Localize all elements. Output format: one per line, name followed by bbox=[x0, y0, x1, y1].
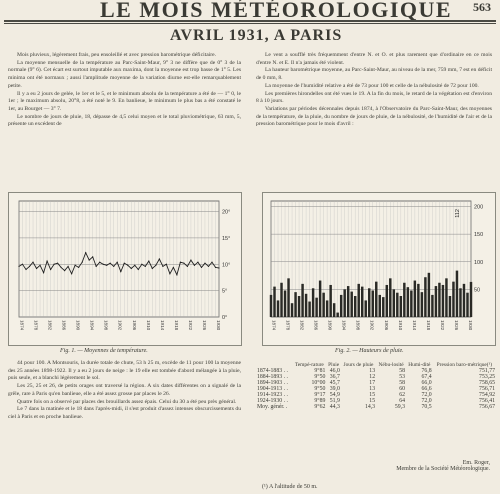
rain-bar bbox=[463, 284, 465, 317]
paragraph: Le vent a soufflé très fréquemment d'entre N. et O. et plus rarement que d'ordinaire en ce mois d'entre N. et E. Il n'a jamais été violent. bbox=[256, 52, 492, 66]
table-cell: 9°89 bbox=[314, 398, 326, 404]
table-cell: 58 bbox=[399, 368, 406, 374]
x-tick-label: 1878 bbox=[33, 320, 39, 331]
x-tick-label: 1918 bbox=[425, 320, 431, 331]
rain-bar bbox=[393, 289, 395, 317]
data-point bbox=[18, 266, 19, 267]
page-number: 563 bbox=[473, 0, 491, 14]
data-point bbox=[61, 267, 62, 268]
x-tick-label: 1914 bbox=[411, 320, 417, 331]
table-cell: 51,9 bbox=[329, 398, 340, 404]
table-cell: 9°81 bbox=[314, 368, 326, 374]
x-tick-label: 1894 bbox=[89, 320, 95, 331]
table-cell: 15 bbox=[369, 398, 376, 404]
x-tick-label: 1874 bbox=[271, 320, 277, 331]
signature bbox=[330, 460, 490, 472]
table-cell: 9°17 bbox=[314, 392, 326, 398]
table-cell: 756,41 bbox=[479, 398, 495, 404]
data-point bbox=[127, 265, 128, 266]
decadal-table bbox=[256, 362, 496, 410]
x-tick-label: 1922 bbox=[187, 320, 193, 331]
data-point bbox=[131, 268, 132, 269]
data-point bbox=[155, 265, 156, 266]
x-tick-label: 1906 bbox=[383, 320, 389, 331]
bar-data-label: 112 bbox=[454, 209, 461, 218]
data-point bbox=[22, 264, 23, 265]
table-cell: 15 bbox=[369, 392, 376, 398]
data-point bbox=[103, 264, 104, 265]
row-label: 1894-1903 . . bbox=[257, 380, 288, 386]
y-tick-label: 10° bbox=[222, 262, 231, 269]
data-point bbox=[159, 258, 160, 259]
rain-bar bbox=[445, 278, 447, 317]
rain-bar bbox=[315, 298, 317, 317]
data-point bbox=[39, 265, 40, 266]
header-rule bbox=[4, 20, 496, 22]
data-point bbox=[124, 263, 125, 264]
data-point bbox=[92, 256, 93, 257]
data-point bbox=[180, 262, 181, 263]
data-point bbox=[215, 267, 216, 268]
table-cell: 70,5 bbox=[421, 404, 432, 410]
row-label: 1874-1883 . . bbox=[257, 368, 288, 374]
data-point bbox=[201, 267, 202, 268]
data-point bbox=[211, 262, 212, 263]
x-tick-label: 1926 bbox=[453, 320, 459, 331]
rain-bar bbox=[284, 290, 286, 317]
data-point bbox=[208, 266, 209, 267]
data-point bbox=[141, 264, 142, 265]
paragraph: La moyenne de l'humidité relative a été de 73 pour 100 et celle de la nébulosité de 72 pour 100. bbox=[265, 82, 479, 89]
data-point bbox=[120, 271, 121, 272]
rain-bar bbox=[368, 288, 370, 317]
table-cell: 58 bbox=[399, 380, 406, 386]
data-point bbox=[53, 264, 54, 265]
rain-bar bbox=[343, 289, 345, 317]
data-point bbox=[194, 265, 195, 266]
data-point bbox=[187, 266, 188, 267]
y-tick-label: 200 bbox=[474, 204, 484, 211]
table-cell: 13 bbox=[369, 368, 376, 374]
rain-bar bbox=[365, 300, 367, 317]
data-point bbox=[64, 270, 65, 271]
rain-bar bbox=[396, 293, 398, 317]
x-tick-label: 1886 bbox=[313, 320, 319, 331]
table-cell: 46,0 bbox=[329, 368, 340, 374]
data-point bbox=[85, 252, 86, 253]
rain-bar bbox=[336, 313, 338, 317]
rain-bar bbox=[357, 284, 359, 317]
data-point bbox=[78, 267, 79, 268]
table-cell: 62 bbox=[399, 392, 406, 398]
plot-frame bbox=[271, 201, 471, 317]
x-tick-label: 1886 bbox=[61, 320, 67, 331]
header-rule-thin bbox=[4, 23, 496, 24]
table-cell: 72,0 bbox=[421, 398, 432, 404]
y-tick-label: 0° bbox=[222, 315, 228, 321]
data-point bbox=[25, 269, 26, 270]
x-tick-label: 1902 bbox=[369, 320, 375, 331]
rain-bar bbox=[312, 288, 314, 317]
data-point bbox=[32, 262, 33, 263]
data-point bbox=[173, 267, 174, 268]
rain-bar bbox=[273, 287, 275, 317]
x-tick-label: 1902 bbox=[117, 320, 123, 331]
table-cell: 17 bbox=[369, 380, 376, 386]
table-cell: 44,3 bbox=[329, 404, 340, 410]
table-cell: 36,7 bbox=[329, 374, 340, 380]
data-point bbox=[43, 272, 44, 273]
paragraph: Les premières hirondelles ont été vues le 19. A la fin du mois, le retard de la végétation est d'environ 8 à 10 jours. bbox=[256, 90, 492, 105]
x-tick-label: 1882 bbox=[299, 320, 305, 331]
data-point bbox=[183, 263, 184, 264]
rain-bar bbox=[340, 295, 342, 317]
table-cell: 756,67 bbox=[479, 404, 495, 410]
paragraph: La hauteur barométrique moyenne, au Parc-Saint-Maur, au niveau de la mer, 759 mm, 7 est en déficit de 0 mm, 8. bbox=[256, 67, 492, 82]
x-tick-label: 1874 bbox=[19, 320, 25, 331]
rain-bar bbox=[456, 271, 458, 317]
rain-bar bbox=[322, 293, 324, 317]
y-tick-label: 100 bbox=[474, 259, 484, 266]
data-point bbox=[82, 262, 83, 263]
rain-bar bbox=[308, 302, 310, 317]
table-cell: 64 bbox=[399, 398, 406, 404]
table-cell: 9°62 bbox=[314, 404, 326, 410]
x-tick-label: 1894 bbox=[341, 320, 347, 331]
figure-rainfall bbox=[262, 192, 496, 346]
table-cell: 9°50 bbox=[314, 374, 326, 380]
x-tick-label: 1930 bbox=[467, 320, 473, 331]
column-header: Pression baro-métrique(¹) bbox=[436, 362, 493, 368]
bottom-left-text bbox=[8, 360, 241, 422]
column-header: Nébu-losité bbox=[378, 362, 404, 368]
data-point bbox=[134, 265, 135, 266]
table-cell: 72,0 bbox=[421, 392, 432, 398]
paragraph: Les 25, 25 et 26, de petits orages ont traversé la région. A six dates différentes on a signalé de la grêle, rare à Paris qu'en banlieue, elle a été assez grosse par places le 26. bbox=[8, 383, 241, 397]
paragraph: Variations par périodes décennales depuis 1874, à l'Observatoire du Parc-Saint-Maur, des moyennes de la température, de la pluie, du nombre de jours de pluie, de la nébulosité, de l'humidité de l'air et de la pression barométrique pour le mois d'avril : bbox=[256, 105, 492, 128]
data-point bbox=[218, 267, 219, 268]
rain-bar bbox=[470, 282, 472, 317]
table-cell: 10°00 bbox=[311, 380, 326, 386]
data-point bbox=[113, 266, 114, 267]
data-point bbox=[96, 266, 97, 267]
data-point bbox=[89, 259, 90, 260]
rain-bar bbox=[466, 293, 468, 317]
table-cell: 67,4 bbox=[421, 374, 432, 380]
data-point bbox=[166, 264, 167, 265]
column-header: Tempé-rature bbox=[294, 362, 324, 368]
table-cell: 39,0 bbox=[329, 386, 340, 392]
table-row bbox=[256, 404, 496, 410]
rain-bar bbox=[403, 283, 405, 317]
figure-1-caption: Fig. 1. — Moyennes de température. bbox=[60, 348, 148, 354]
x-tick-label: 1890 bbox=[327, 320, 333, 331]
rain-bar bbox=[354, 296, 356, 317]
rain-bar bbox=[389, 278, 391, 317]
temperature-chart bbox=[9, 193, 241, 345]
table-cell: 756,71 bbox=[479, 386, 495, 392]
figure-2-caption: Fig. 2. — Hauteurs de pluie. bbox=[335, 348, 404, 354]
rain-bar bbox=[280, 283, 282, 317]
table-cell: 14,3 bbox=[364, 404, 376, 410]
rain-bar bbox=[449, 296, 451, 317]
rain-bar bbox=[382, 297, 384, 317]
data-point bbox=[36, 268, 37, 269]
table-cell: 13 bbox=[369, 386, 376, 392]
x-tick-label: 1890 bbox=[75, 320, 81, 331]
rain-bar bbox=[452, 282, 454, 317]
rain-bar bbox=[326, 300, 328, 317]
right-column-text bbox=[256, 52, 492, 129]
table-cell: 45,7 bbox=[329, 380, 340, 386]
rain-bar bbox=[386, 285, 388, 317]
data-point bbox=[57, 263, 58, 264]
rain-bar bbox=[301, 284, 303, 317]
data-point bbox=[169, 273, 170, 274]
rain-bar bbox=[435, 286, 437, 317]
figure-temperature bbox=[8, 192, 242, 346]
rain-bar bbox=[424, 277, 426, 317]
data-point bbox=[197, 262, 198, 263]
table-cell: 76,8 bbox=[421, 368, 432, 374]
column-header: Humi-dité bbox=[408, 362, 431, 368]
rain-bar bbox=[277, 300, 279, 317]
rain-bar bbox=[417, 284, 419, 317]
table-cell: 754,92 bbox=[479, 392, 495, 398]
rain-bar bbox=[459, 288, 461, 317]
rain-bar bbox=[333, 303, 335, 317]
table-cell: 12 bbox=[369, 374, 376, 380]
table-cell: 66,0 bbox=[421, 380, 432, 386]
rain-bar bbox=[428, 273, 430, 317]
rain-bar bbox=[410, 290, 412, 317]
data-point bbox=[71, 273, 72, 274]
data-point bbox=[75, 265, 76, 266]
table-cell: 59,3 bbox=[394, 404, 406, 410]
rainfall-chart bbox=[263, 193, 495, 345]
data-point bbox=[50, 269, 51, 270]
data-point bbox=[204, 263, 205, 264]
data-point bbox=[110, 263, 111, 264]
temperature-series-line bbox=[19, 253, 219, 275]
data-point bbox=[190, 259, 191, 260]
y-tick-label: 150 bbox=[474, 232, 484, 239]
rain-bar bbox=[421, 292, 423, 317]
rain-bar bbox=[379, 295, 381, 317]
x-tick-label: 1910 bbox=[145, 320, 151, 331]
row-label: 1904-1913 . . bbox=[257, 386, 288, 392]
rain-bar bbox=[319, 281, 321, 317]
table-cell: 66,6 bbox=[421, 386, 432, 392]
data-point bbox=[148, 261, 149, 262]
paragraph: Quatre fois on a observé par places des brouillards assez épais. Celui du 30 a été peu près général. bbox=[17, 398, 237, 405]
paragraph: Mois pluvieux, légèrement frais, peu ensoleillé et avec pression barométrique déficitaire. bbox=[17, 52, 216, 58]
x-tick-label: 1914 bbox=[159, 320, 165, 331]
rain-bar bbox=[294, 292, 296, 317]
rain-bar bbox=[361, 287, 363, 317]
y-tick-label: 50 bbox=[474, 287, 481, 294]
data-point bbox=[99, 262, 100, 263]
table-cell: 53 bbox=[399, 374, 406, 380]
row-label: Moy. génér. . bbox=[257, 404, 288, 410]
data-point bbox=[145, 266, 146, 267]
x-tick-label: 1910 bbox=[397, 320, 403, 331]
x-tick-label: 1878 bbox=[285, 320, 291, 331]
rain-bar bbox=[442, 285, 444, 317]
y-tick-label: 20° bbox=[222, 209, 231, 216]
table-cell: 758,65 bbox=[479, 380, 495, 386]
paragraph: 44 pour 100. A Montsouris, la durée totale de chute, 53 h 25 m, excède de 11 pour 100 la moyenne des 25 années 1898-1922. Il y a eu 2 jours de neige : le 19 elle est tombée d'abord mélangée à la pluie, puis seule, et a blanchi légèrement le sol. bbox=[8, 360, 241, 382]
data-point bbox=[68, 266, 69, 267]
rain-bar bbox=[400, 296, 402, 317]
paragraph: Le 7 dans la matinée et le 18 dans l'après-midi, il s'est produit d'assez intenses obscurcissements du ciel à Paris et en proche banlieue. bbox=[8, 406, 241, 420]
paragraph: Le nombre de jours de pluie, 18, dépasse de 4,5 celui moyen et le total pluviométrique, 63 mm, 5, présente un excédent de bbox=[8, 113, 241, 128]
x-tick-label: 1918 bbox=[173, 320, 179, 331]
author-title: Membre de la Société Météorologique. bbox=[396, 466, 490, 472]
table-cell: 9°50 bbox=[314, 386, 326, 392]
y-tick-label: 5° bbox=[222, 288, 228, 295]
data-point bbox=[117, 262, 118, 263]
rain-bar bbox=[298, 296, 300, 317]
row-label: 1924-1930 . . bbox=[257, 398, 288, 404]
data-point bbox=[152, 268, 153, 269]
x-tick-label: 1926 bbox=[201, 320, 207, 331]
column-header: Jours de pluie bbox=[343, 362, 374, 368]
paragraph: La moyenne mensuelle de la température au Parc-Saint-Maur, 9° 3 ne diffère que de 0° 3 de la normale (9° 6). Cet écart est surtout imputable aux maxima, dont la moyenne est trop basse de 1° 5. Les minima ont été normaux ; aussi l'amplitude moyenne de la variation diurne est-elle remarquablement petite. bbox=[8, 59, 241, 89]
data-point bbox=[46, 261, 47, 262]
rain-bar bbox=[350, 292, 352, 317]
data-point bbox=[29, 266, 30, 267]
rain-bar bbox=[287, 278, 289, 317]
left-column-text bbox=[8, 52, 241, 129]
x-tick-label: 1906 bbox=[131, 320, 137, 331]
rain-bar bbox=[414, 281, 416, 317]
table-cell: 751,77 bbox=[479, 368, 495, 374]
rain-bar bbox=[407, 287, 409, 317]
rain-bar bbox=[305, 294, 307, 317]
article-title: AVRIL 1931, A PARIS bbox=[170, 27, 343, 44]
row-label: 1884-1893 . . bbox=[257, 374, 288, 380]
author-name: Em. Roger, bbox=[462, 460, 490, 466]
data-point bbox=[106, 265, 107, 266]
plot-frame bbox=[19, 201, 219, 317]
row-label: 1914-1923 . . bbox=[257, 392, 288, 398]
rain-bar bbox=[438, 283, 440, 317]
rain-bar bbox=[270, 295, 272, 317]
table-cell: 60 bbox=[399, 386, 406, 392]
paragraph: Il y a eu 2 jours de gelée, le 1er et le 5, et le minimum absolu de la température a été de — 1° 0, le 1er ; le maximum absolu, 20°8, a été noté le 9. En banlieue, le minimum le plus bas a été constaté le 1er, au Bourget — 3° 7. bbox=[8, 90, 241, 112]
data-point bbox=[138, 269, 139, 270]
running-header-title: LE MOIS MÉTÉOROLOGIQUE bbox=[100, 0, 453, 22]
table-footnote: (¹) A l'altitude de 50 m. bbox=[262, 484, 318, 490]
table-cell: 753,25 bbox=[479, 374, 495, 380]
rain-bar bbox=[347, 286, 349, 317]
y-tick-label: 15° bbox=[222, 235, 231, 242]
data-point bbox=[162, 266, 163, 267]
x-tick-label: 1898 bbox=[103, 320, 109, 331]
rain-bar bbox=[375, 282, 377, 317]
data-point bbox=[176, 274, 177, 275]
x-tick-label: 1898 bbox=[355, 320, 361, 331]
column-header: Pluie bbox=[328, 362, 340, 368]
x-tick-label: 1882 bbox=[47, 320, 53, 331]
rain-bar bbox=[291, 303, 293, 317]
x-tick-label: 1922 bbox=[439, 320, 445, 331]
rain-bar bbox=[372, 290, 374, 317]
rain-bar bbox=[329, 285, 331, 317]
table-cell: 54,9 bbox=[329, 392, 340, 398]
x-tick-label: 1930 bbox=[215, 320, 221, 331]
rain-bar bbox=[431, 295, 433, 317]
